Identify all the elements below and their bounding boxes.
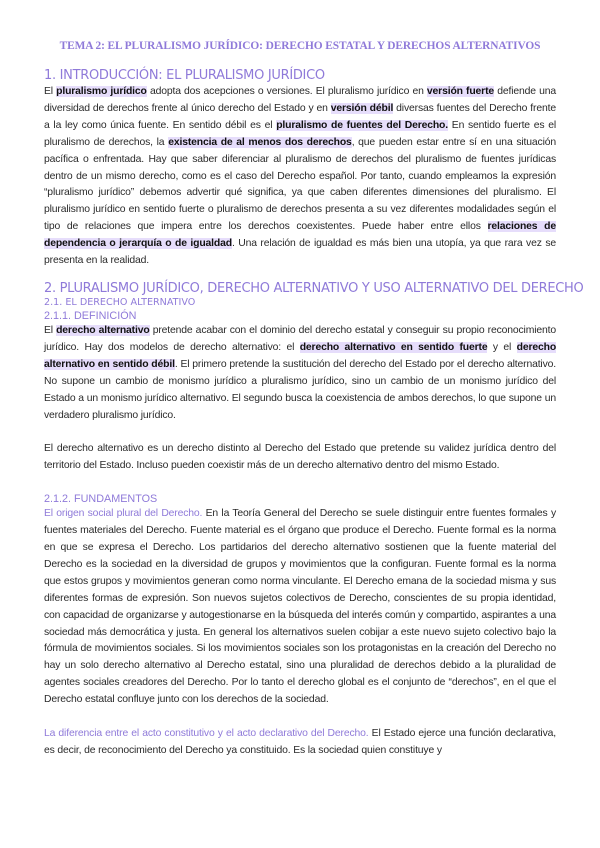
definicion-highlight-2: derecho alternativo en sentido fuerte bbox=[299, 341, 488, 353]
intro-highlight-5: existencia de al menos dos derechos bbox=[168, 136, 352, 148]
section-2-heading: 2. PLURALISMO JURÍDICO, DERECHO ALTERNATIVO Y USO ALTERNATIVO DEL DERECHO bbox=[44, 280, 584, 296]
intro-text-5: En sentido fuerte es el pluralismo de derechos, la bbox=[44, 119, 556, 148]
fundamentos-lead-2: La diferencia entre el acto constitutivo y el acto declarativo del Derecho. bbox=[44, 728, 369, 740]
definicion-text-1: El bbox=[44, 324, 57, 336]
document-title: TEMA 2: EL PLURALISMO JURÍDICO: DERECHO ESTATAL Y DERECHOS ALTERNATIVOS bbox=[59, 40, 541, 52]
definicion-highlight-3: derecho alternativo en sentido débil bbox=[44, 341, 557, 370]
definicion-text-4: . El primero pretende la sustitución del derecho del Estado por el derecho alternativo. No supone un cambio de monismo jurídico a pluralismo jurídico, sino un cambio de un monismo jurídico del Estado a un monismo jurídico alternativo. El segundo busca la coexistencia de ambos derechos, lo que supone un verdadero pluralismo jurídico. bbox=[44, 358, 557, 421]
intro-text-1: El bbox=[44, 86, 57, 97]
intro-highlight-6: relaciones de dependencia o jerarquía o de igualdad bbox=[44, 221, 557, 250]
fundamentos-paragraph-1 bbox=[44, 506, 556, 709]
intro-highlight-1: pluralismo jurídico bbox=[56, 86, 147, 97]
section-1-heading: 1. INTRODUCCIÓN: EL PLURALISMO JURÍDICO bbox=[44, 68, 325, 83]
intro-highlight-4: pluralismo de fuentes del Derecho. bbox=[276, 119, 448, 131]
definicion-paragraph-1 bbox=[44, 323, 556, 424]
section-2-1-heading: 2.1. EL DERECHO ALTERNATIVO bbox=[44, 296, 196, 308]
fundamentos-text-2: El Estado ejerce una función declarativa, es decir, de reconocimiento del Derecho ya constituido. Es la sociedad quien constituye y bbox=[44, 728, 556, 756]
definicion-paragraph-2: El derecho alternativo es un derecho distinto al Derecho del Estado que pretende su validez jurídica dentro del territorio del Estado. Incluso pueden coexistir más de un derecho alternativo dentro del mismo Estado. bbox=[44, 443, 556, 472]
intro-highlight-2: versión fuerte bbox=[426, 86, 495, 97]
intro-text-6: , que pueden estar entre sí en una situación pacífica o enfrentada. Hay que saber diferenciar al pluralismo de derechos del pluralismo de fuentes jurídicas dentro de un mismo derecho, como es el caso del Derecho español. Por tanto, cuando empleamos la expresión “pluralismo jurídico” debemos advertir qué significa, ya que caben diferentes dimensiones del pluralismo. El pluralismo jurídico en sentido fuerte o pluralismo de derechos presenta a su vez diferentes modalidades según el tipo de relaciones que impera entre los derechos coexistentes. Puede haber entre ellos bbox=[44, 136, 556, 233]
definicion-text-3: y el bbox=[487, 341, 517, 353]
intro-text-3: defiende una diversidad de derechos frente al único derecho del Estado y en bbox=[44, 86, 556, 114]
definicion-highlight-1: derecho alternativo bbox=[56, 324, 150, 336]
fundamentos-paragraph-2 bbox=[44, 726, 556, 760]
intro-text-4: diversas fuentes del Derecho frente a la ley como única fuente. En sentido débil es el bbox=[44, 102, 556, 131]
fundamentos-lead-1: El origen social plural del Derecho. bbox=[44, 508, 203, 520]
intro-paragraph bbox=[44, 84, 556, 270]
intro-text-2: adopta dos acepciones o versiones. El pluralismo jurídico en bbox=[146, 86, 427, 97]
definicion-text-2: pretende acabar con el dominio del derecho estatal y conseguir su propio reconocimiento jurídico. Hay dos modelos de derecho alternativo: el bbox=[44, 324, 556, 353]
intro-highlight-3: versión débil bbox=[330, 102, 394, 114]
fundamentos-text-1: En la Teoría General del Derecho se suele distinguir entre fuentes formales y fuentes materiales del Derecho. Fuente material es el órgano que produce el Derecho. Fuente formal es la norma en que se expresa el Derecho. Los partidarios del derecho alternativo sostienen que la fuente material del Derecho es la sociedad en la diversidad de grupos y movimientos que la configuran. Fuente formal es la norma que estos grupos y movimientos generan como norma vinculante. El Derecho emana de la sociedad misma y sus diferentes formas de expresión. Son nuevos sujetos colectivos de Derecho, conscientes de su propia identidad, con capacidad de organizarse y autogestionarse en la búsqueda del interés común y compartido, aspirantes a una sociedad más democrática y justa. En general los alternativos suelen cobijar a este nuevo sujeto colectivo bajo la fórmula de movimientos sociales. Si los movimientos sociales son los protagonistas en la creación del Derecho no hay un solo derecho alternativo al Derecho estatal, sino una pluralidad de derechos debido a la pluralidad de agentes sociales creadores del Derecho. Por lo tanto el derecho global es el conjunto de “derechos”, en el que el Derecho estatal confluye junto con los derechos de la sociedad. bbox=[44, 508, 556, 706]
intro-text-7: . Una relación de igualdad es más bien una utopía, ya que rara vez se presenta en la realidad. bbox=[44, 238, 556, 267]
section-2-1-1-heading: 2.1.1. DEFINICIÓN bbox=[44, 309, 137, 322]
section-2-1-2-heading: 2.1.2. FUNDAMENTOS bbox=[44, 493, 158, 506]
